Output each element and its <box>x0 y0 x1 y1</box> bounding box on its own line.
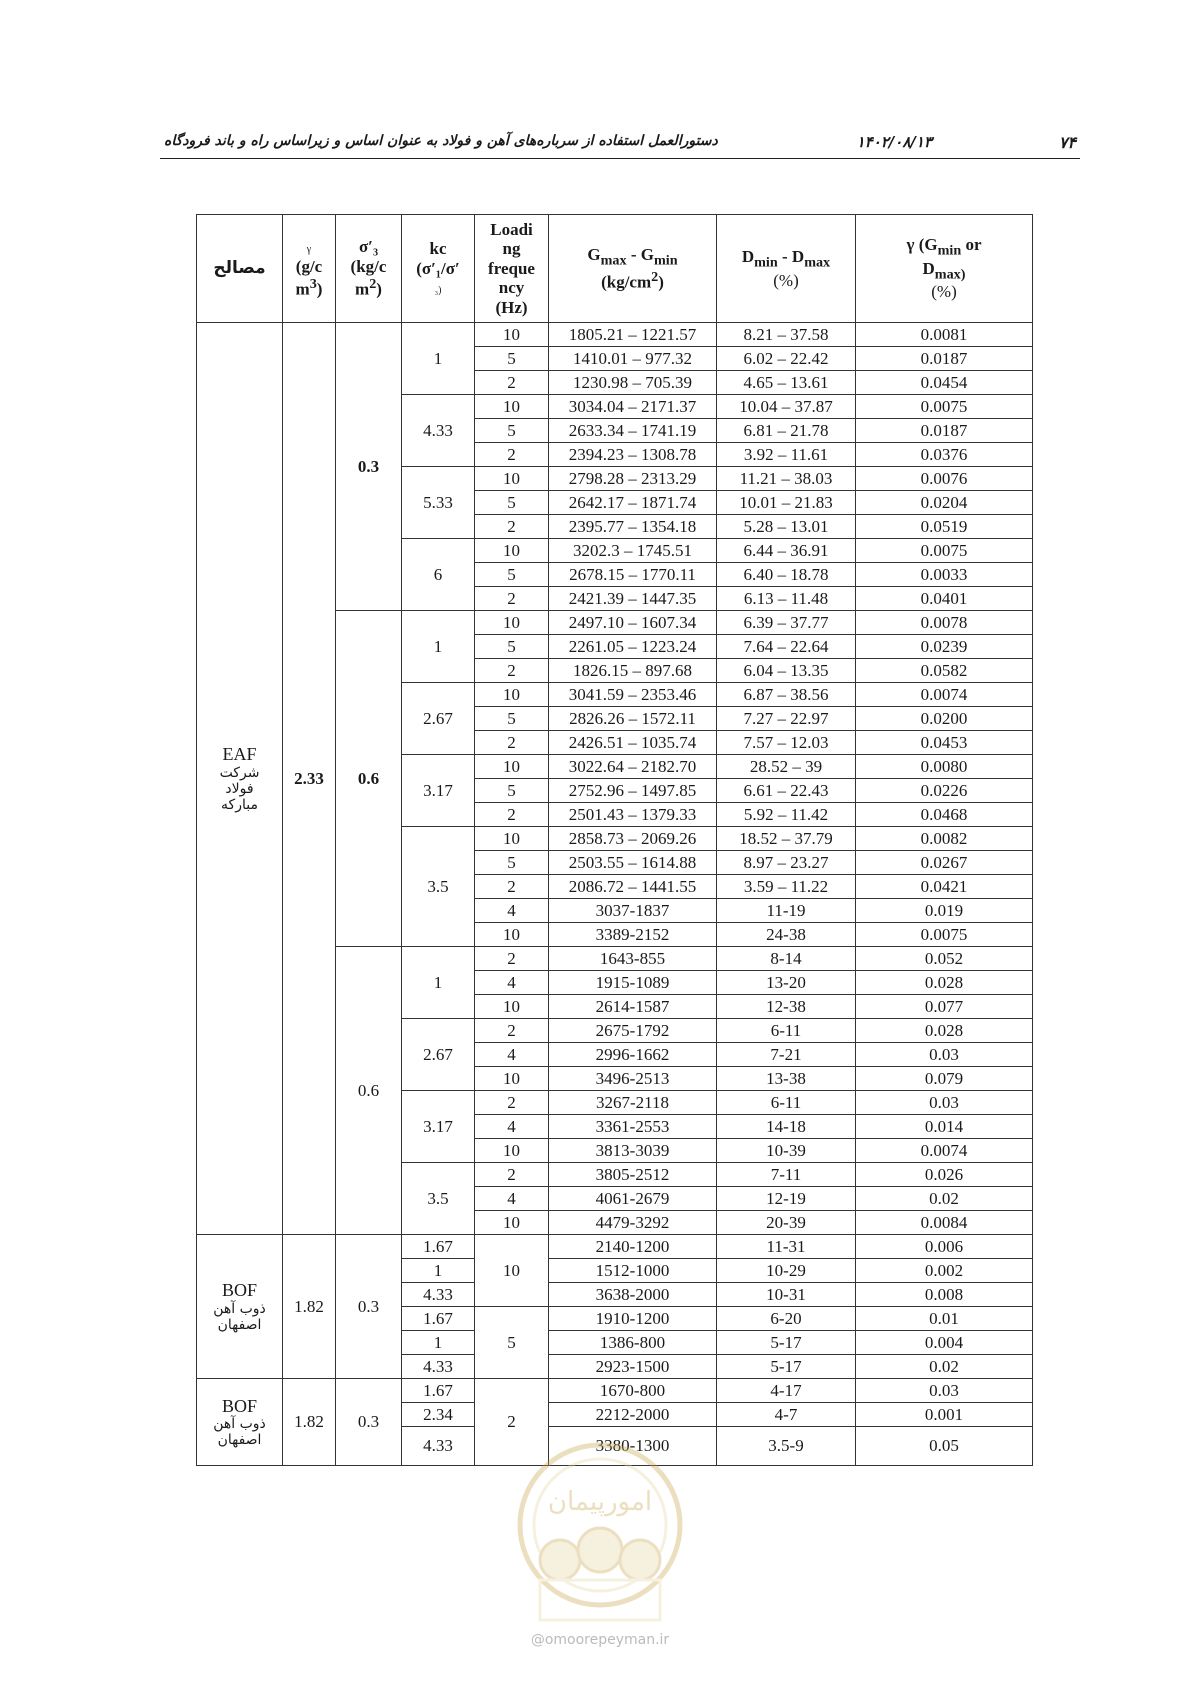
d-range-cell: 3.59 – 11.22 <box>717 875 856 899</box>
freq-cell: 10 <box>475 611 549 635</box>
d-range-cell: 10.04 – 37.87 <box>717 395 856 419</box>
g-range-cell: 2798.28 – 2313.29 <box>549 467 717 491</box>
watermark-url: @omoorepeyman.ir <box>530 1632 670 1648</box>
g-range-cell: 2614-1587 <box>549 995 717 1019</box>
shear-strain-cell: 0.0074 <box>856 683 1033 707</box>
g-range-cell: 3041.59 – 2353.46 <box>549 683 717 707</box>
d-range-cell: 6-11 <box>717 1019 856 1043</box>
sigma-cell: 0.3 <box>336 1235 402 1379</box>
freq-cell: 5 <box>475 707 549 731</box>
freq-cell: 4 <box>475 1187 549 1211</box>
shear-strain-cell: 0.02 <box>856 1187 1033 1211</box>
shear-strain-cell: 0.077 <box>856 995 1033 1019</box>
shear-strain-cell: 0.026 <box>856 1163 1033 1187</box>
freq-cell: 2 <box>475 587 549 611</box>
g-range-cell: 1670-800 <box>549 1379 717 1403</box>
material-cell <box>197 1235 283 1379</box>
freq-cell: 2 <box>475 875 549 899</box>
g-range-cell: 2996-1662 <box>549 1043 717 1067</box>
kc-cell: 1 <box>402 611 475 683</box>
material-source: فولاد <box>225 780 254 797</box>
g-range-cell: 2923-1500 <box>549 1355 717 1379</box>
d-range-cell: 6.61 – 22.43 <box>717 779 856 803</box>
shear-strain-cell: 0.0078 <box>856 611 1033 635</box>
freq-cell: 2 <box>475 947 549 971</box>
kc-cell: 1.67 <box>402 1307 475 1331</box>
freq-cell: 4 <box>475 971 549 995</box>
d-range-cell: 6.13 – 11.48 <box>717 587 856 611</box>
shear-strain-cell: 0.0421 <box>856 875 1033 899</box>
freq-cell: 10 <box>475 995 549 1019</box>
g-range-cell: 3638-2000 <box>549 1283 717 1307</box>
d-range-cell: 8-14 <box>717 947 856 971</box>
gamma-cell: 1.82 <box>283 1379 336 1466</box>
freq-cell: 2 <box>475 1019 549 1043</box>
d-range-cell: 6.40 – 18.78 <box>717 563 856 587</box>
d-range-cell: 12-38 <box>717 995 856 1019</box>
shear-strain-cell: 0.006 <box>856 1235 1033 1259</box>
shear-strain-cell: 0.004 <box>856 1331 1033 1355</box>
shear-strain-cell: 0.01 <box>856 1307 1033 1331</box>
th-sigma: σ′₃ (kg/c $m^2$) <box>336 215 402 323</box>
d-range-cell: 12-19 <box>717 1187 856 1211</box>
g-range-cell: 1410.01 – 977.32 <box>549 347 717 371</box>
shear-strain-cell: 0.0453 <box>856 731 1033 755</box>
shear-strain-cell: 0.019 <box>856 899 1033 923</box>
d-range-cell: 6.02 – 22.42 <box>717 347 856 371</box>
g-range-cell: 2140-1200 <box>549 1235 717 1259</box>
d-range-cell: 24-38 <box>717 923 856 947</box>
shear-strain-cell: 0.05 <box>856 1427 1033 1466</box>
g-range-cell: 2394.23 – 1308.78 <box>549 443 717 467</box>
g-range-cell: 1805.21 – 1221.57 <box>549 323 717 347</box>
freq-cell: 10 <box>475 683 549 707</box>
shear-strain-cell: 0.0454 <box>856 371 1033 395</box>
shear-strain-cell: 0.0401 <box>856 587 1033 611</box>
g-range-cell: 2212-2000 <box>549 1403 717 1427</box>
g-range-cell: 1910-1200 <box>549 1307 717 1331</box>
d-range-cell: 6-20 <box>717 1307 856 1331</box>
kc-cell: 1 <box>402 323 475 395</box>
kc-cell: 6 <box>402 539 475 611</box>
shear-strain-cell: 0.0204 <box>856 491 1033 515</box>
shear-strain-cell: 0.03 <box>856 1091 1033 1115</box>
shear-strain-cell: 0.0084 <box>856 1211 1033 1235</box>
d-range-cell: 4-7 <box>717 1403 856 1427</box>
d-range-cell: 10-29 <box>717 1259 856 1283</box>
freq-cell: 5 <box>475 1307 549 1379</box>
kc-cell: 1 <box>402 947 475 1019</box>
freq-cell: 5 <box>475 491 549 515</box>
th-d-range: $D_{min} - D_{max}$ (%) <box>717 215 856 323</box>
freq-cell: 2 <box>475 443 549 467</box>
kc-cell: 1 <box>402 1259 475 1283</box>
d-range-cell: 8.21 – 37.58 <box>717 323 856 347</box>
d-range-cell: 6.81 – 21.78 <box>717 419 856 443</box>
d-range-cell: 5.28 – 13.01 <box>717 515 856 539</box>
shear-strain-cell: 0.002 <box>856 1259 1033 1283</box>
d-range-cell: 6.39 – 37.77 <box>717 611 856 635</box>
freq-cell: 10 <box>475 755 549 779</box>
svg-text:امورپیمان: امورپیمان <box>547 1487 653 1517</box>
kc-cell: 3.5 <box>402 827 475 947</box>
g-range-cell: 3202.3 – 1745.51 <box>549 539 717 563</box>
g-range-cell: 3380-1300 <box>549 1427 717 1466</box>
sigma-cell: 0.6 <box>336 611 402 947</box>
freq-cell: 5 <box>475 419 549 443</box>
th-shear-strain: γ ($G_{min}$ or $D_{max)}$ (%) <box>856 215 1033 323</box>
kc-cell: 3.17 <box>402 755 475 827</box>
g-range-cell: 2261.05 – 1223.24 <box>549 635 717 659</box>
kc-cell: 4.33 <box>402 1283 475 1307</box>
freq-cell: 5 <box>475 347 549 371</box>
slag-dynamic-properties-table <box>196 214 1033 1466</box>
shear-strain-cell: 0.0076 <box>856 467 1033 491</box>
shear-strain-cell: 0.0468 <box>856 803 1033 827</box>
kc-cell: 2.67 <box>402 1019 475 1091</box>
shear-strain-cell: 0.0075 <box>856 539 1033 563</box>
freq-cell: 10 <box>475 827 549 851</box>
d-range-cell: 6.44 – 36.91 <box>717 539 856 563</box>
shear-strain-cell: 0.0187 <box>856 419 1033 443</box>
freq-cell: 2 <box>475 1091 549 1115</box>
g-range-cell: 1643-855 <box>549 947 717 971</box>
shear-strain-cell: 0.0074 <box>856 1139 1033 1163</box>
d-range-cell: 18.52 – 37.79 <box>717 827 856 851</box>
freq-cell: 10 <box>475 539 549 563</box>
d-range-cell: 7.64 – 22.64 <box>717 635 856 659</box>
shear-strain-cell: 0.0080 <box>856 755 1033 779</box>
d-range-cell: 4.65 – 13.61 <box>717 371 856 395</box>
freq-cell: 2 <box>475 1379 549 1466</box>
freq-cell: 2 <box>475 515 549 539</box>
kc-cell: 4.33 <box>402 1355 475 1379</box>
freq-cell: 2 <box>475 371 549 395</box>
g-range-cell: 3034.04 – 2171.37 <box>549 395 717 419</box>
shear-strain-cell: 0.0075 <box>856 923 1033 947</box>
material-source: شرکت <box>219 764 260 781</box>
d-range-cell: 7.57 – 12.03 <box>717 731 856 755</box>
shear-strain-cell: 0.0376 <box>856 443 1033 467</box>
th-loading-frequency: Loadi ng freque ncy (Hz) <box>475 215 549 323</box>
kc-cell: 5.33 <box>402 467 475 539</box>
sigma-cell: 0.3 <box>336 323 402 611</box>
d-range-cell: 20-39 <box>717 1211 856 1235</box>
shear-strain-cell: 0.0239 <box>856 635 1033 659</box>
d-range-cell: 6-11 <box>717 1091 856 1115</box>
material-source: اصفهان <box>217 1432 262 1449</box>
d-range-cell: 6.04 – 13.35 <box>717 659 856 683</box>
d-range-cell: 3.5-9 <box>717 1427 856 1466</box>
sigma-cell: 0.3 <box>336 1379 402 1466</box>
g-range-cell: 2421.39 – 1447.35 <box>549 587 717 611</box>
g-range-cell: 1512-1000 <box>549 1259 717 1283</box>
kc-cell: 3.17 <box>402 1091 475 1163</box>
freq-cell: 2 <box>475 659 549 683</box>
d-range-cell: 6.87 – 38.56 <box>717 683 856 707</box>
kc-cell: 3.5 <box>402 1163 475 1235</box>
shear-strain-cell: 0.02 <box>856 1355 1033 1379</box>
th-kc: kc (σ′₁/σ′ ₃) <box>402 215 475 323</box>
page-number: ۷۴ <box>1058 133 1076 152</box>
page-header <box>160 130 1080 159</box>
freq-cell: 10 <box>475 467 549 491</box>
th-gamma: γ (g/c $m^3$) <box>283 215 336 323</box>
table-row <box>197 323 1033 347</box>
freq-cell: 5 <box>475 851 549 875</box>
freq-cell: 10 <box>475 1235 549 1307</box>
g-range-cell: 1386-800 <box>549 1331 717 1355</box>
header-title: دستورالعمل استفاده از سرباره‌های آهن و فولاد به عنوان اساس و زیراساس راه و باند فرودگاه <box>164 133 718 149</box>
gamma-cell: 1.82 <box>283 1235 336 1379</box>
table-header-row <box>197 215 1033 323</box>
kc-cell: 1.67 <box>402 1235 475 1259</box>
shear-strain-cell: 0.0033 <box>856 563 1033 587</box>
freq-cell: 5 <box>475 779 549 803</box>
shear-strain-cell: 0.0081 <box>856 323 1033 347</box>
g-range-cell: 3267-2118 <box>549 1091 717 1115</box>
g-range-cell: 1230.98 – 705.39 <box>549 371 717 395</box>
g-range-cell: 2642.17 – 1871.74 <box>549 491 717 515</box>
d-range-cell: 13-20 <box>717 971 856 995</box>
material-cell <box>197 1379 283 1466</box>
d-range-cell: 5.92 – 11.42 <box>717 803 856 827</box>
g-range-cell: 2826.26 – 1572.11 <box>549 707 717 731</box>
shear-strain-cell: 0.0519 <box>856 515 1033 539</box>
material-cell <box>197 323 283 1235</box>
table-row <box>197 1379 1033 1403</box>
material-source: مبارکه <box>221 796 258 813</box>
d-range-cell: 7.27 – 22.97 <box>717 707 856 731</box>
material-source: اصفهان <box>217 1316 262 1333</box>
g-range-cell: 2503.55 – 1614.88 <box>549 851 717 875</box>
d-range-cell: 28.52 – 39 <box>717 755 856 779</box>
d-range-cell: 14-18 <box>717 1115 856 1139</box>
gamma-cell: 2.33 <box>283 323 336 1235</box>
g-range-cell: 2501.43 – 1379.33 <box>549 803 717 827</box>
g-range-cell: 3361-2553 <box>549 1115 717 1139</box>
d-range-cell: 10.01 – 21.83 <box>717 491 856 515</box>
shear-strain-cell: 0.0582 <box>856 659 1033 683</box>
freq-cell: 2 <box>475 803 549 827</box>
th-g-range: $G_{max} - G_{min}$ $(kg/cm^2)$ <box>549 215 717 323</box>
freq-cell: 2 <box>475 1163 549 1187</box>
d-range-cell: 8.97 – 23.27 <box>717 851 856 875</box>
shear-strain-cell: 0.001 <box>856 1403 1033 1427</box>
kc-cell: 4.33 <box>402 395 475 467</box>
d-range-cell: 11-19 <box>717 899 856 923</box>
freq-cell: 2 <box>475 731 549 755</box>
material-code: EAF <box>222 744 257 765</box>
kc-cell: 2.34 <box>402 1403 475 1427</box>
shear-strain-cell: 0.008 <box>856 1283 1033 1307</box>
freq-cell: 10 <box>475 395 549 419</box>
shear-strain-cell: 0.0187 <box>856 347 1033 371</box>
g-range-cell: 2395.77 – 1354.18 <box>549 515 717 539</box>
kc-cell: 4.33 <box>402 1427 475 1466</box>
shear-strain-cell: 0.014 <box>856 1115 1033 1139</box>
shear-strain-cell: 0.0082 <box>856 827 1033 851</box>
g-range-cell: 2086.72 – 1441.55 <box>549 875 717 899</box>
g-range-cell: 4061-2679 <box>549 1187 717 1211</box>
d-range-cell: 5-17 <box>717 1331 856 1355</box>
g-range-cell: 3496-2513 <box>549 1067 717 1091</box>
material-source: ذوب آهن <box>213 1416 266 1433</box>
d-range-cell: 11-31 <box>717 1235 856 1259</box>
g-range-cell: 3389-2152 <box>549 923 717 947</box>
freq-cell: 10 <box>475 1211 549 1235</box>
freq-cell: 5 <box>475 563 549 587</box>
g-range-cell: 3813-3039 <box>549 1139 717 1163</box>
d-range-cell: 13-38 <box>717 1067 856 1091</box>
freq-cell: 4 <box>475 1043 549 1067</box>
d-range-cell: 5-17 <box>717 1355 856 1379</box>
g-range-cell: 4479-3292 <box>549 1211 717 1235</box>
material-code: BOF <box>221 1280 257 1301</box>
g-range-cell: 2426.51 – 1035.74 <box>549 731 717 755</box>
shear-strain-cell: 0.0267 <box>856 851 1033 875</box>
shear-strain-cell: 0.0226 <box>856 779 1033 803</box>
g-range-cell: 2497.10 – 1607.34 <box>549 611 717 635</box>
kc-cell: 2.67 <box>402 683 475 755</box>
g-range-cell: 2752.96 – 1497.85 <box>549 779 717 803</box>
freq-cell: 10 <box>475 1139 549 1163</box>
freq-cell: 4 <box>475 899 549 923</box>
sigma-cell: 0.6 <box>336 947 402 1235</box>
shear-strain-cell: 0.0075 <box>856 395 1033 419</box>
g-range-cell: 2678.15 – 1770.11 <box>549 563 717 587</box>
d-range-cell: 11.21 – 38.03 <box>717 467 856 491</box>
g-range-cell: 1915-1089 <box>549 971 717 995</box>
shear-strain-cell: 0.079 <box>856 1067 1033 1091</box>
table-body <box>197 323 1033 1466</box>
g-range-cell: 2675-1792 <box>549 1019 717 1043</box>
g-range-cell: 2633.34 – 1741.19 <box>549 419 717 443</box>
freq-cell: 10 <box>475 323 549 347</box>
kc-cell: 1.67 <box>402 1379 475 1403</box>
shear-strain-cell: 0.03 <box>856 1379 1033 1403</box>
d-range-cell: 3.92 – 11.61 <box>717 443 856 467</box>
freq-cell: 4 <box>475 1115 549 1139</box>
freq-cell: 10 <box>475 923 549 947</box>
shear-strain-cell: 0.052 <box>856 947 1033 971</box>
kc-cell: 1 <box>402 1331 475 1355</box>
shear-strain-cell: 0.028 <box>856 971 1033 995</box>
g-range-cell: 2858.73 – 2069.26 <box>549 827 717 851</box>
shear-strain-cell: 0.028 <box>856 1019 1033 1043</box>
g-range-cell: 3805-2512 <box>549 1163 717 1187</box>
freq-cell: 10 <box>475 1067 549 1091</box>
d-range-cell: 10-31 <box>717 1283 856 1307</box>
material-code: BOF <box>221 1395 257 1416</box>
d-range-cell: 7-21 <box>717 1043 856 1067</box>
th-material: مصالح <box>197 215 283 323</box>
g-range-cell: 3022.64 – 2182.70 <box>549 755 717 779</box>
shear-strain-cell: 0.03 <box>856 1043 1033 1067</box>
d-range-cell: 7-11 <box>717 1163 856 1187</box>
g-range-cell: 1826.15 – 897.68 <box>549 659 717 683</box>
material-source: ذوب آهن <box>213 1300 266 1317</box>
g-range-cell: 3037-1837 <box>549 899 717 923</box>
d-range-cell: 4-17 <box>717 1379 856 1403</box>
table-row <box>197 1235 1033 1259</box>
shear-strain-cell: 0.0200 <box>856 707 1033 731</box>
header-date: ۱۴۰۲/۰۸/۱۳ <box>856 133 932 151</box>
d-range-cell: 10-39 <box>717 1139 856 1163</box>
freq-cell: 5 <box>475 635 549 659</box>
